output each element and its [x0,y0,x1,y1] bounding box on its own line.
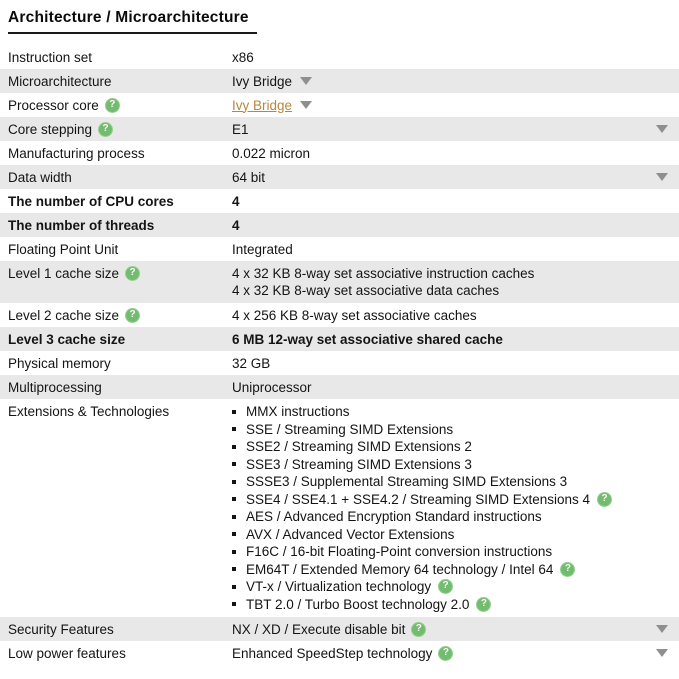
spec-label-text: Level 1 cache size [8,266,120,281]
spec-value-text: 4 [232,217,240,233]
spec-label-text: Physical memory [8,355,111,371]
spec-label [8,265,232,281]
help-icon[interactable]: ? [597,492,612,507]
spec-value [232,74,671,89]
extension-item-text: MMX instructions [246,404,350,419]
extension-item [232,473,612,491]
spec-value-text: 4 [232,193,240,209]
extension-item-text: TBT 2.0 / Turbo Boost technology 2.0 [246,596,470,612]
extension-item [232,561,612,579]
spec-value-text: 4 x 256 KB 8-way set associative caches [232,307,477,323]
spec-table [0,45,679,665]
extension-item-text: VT-x / Virtualization technology [246,579,432,594]
help-icon[interactable]: ? [560,562,575,577]
spec-value-text: 64 bit [232,169,266,185]
spec-label [8,218,232,233]
extension-item-text: SSE4 / SSE4.1 + SSE4.2 / Streaming SIMD Extensions 4 [246,491,591,507]
spec-value-line: 4 x 32 KB 8-way set associative data caches [232,283,500,298]
spec-row-physical-memory [0,351,679,375]
spec-value [232,265,671,299]
extension-item [232,508,612,526]
spec-label-text: Instruction set [8,49,93,65]
dropdown-arrow-icon[interactable] [300,77,312,85]
spec-label [8,332,232,347]
bullet-icon [232,462,236,466]
spec-label [8,98,232,113]
spec-label-text: Manufacturing process [8,145,145,161]
spec-value-line: 4 x 32 KB 8-way set associative instruction caches [232,266,535,281]
spec-label [8,74,232,89]
spec-row-instruction-set [0,45,679,69]
spec-value [232,308,671,323]
spec-value-text: 32 GB [232,355,271,371]
extension-item-text: SSE2 / Streaming SIMD Extensions 2 [246,439,472,454]
extension-item-text: AES / Advanced Encryption Standard instructions [246,509,542,524]
bullet-icon [232,427,236,431]
extension-item-text: SSE / Streaming SIMD Extensions [246,421,454,437]
spec-value-text: 6 MB 12-way set associative shared cache [232,331,503,347]
spec-label [8,622,232,637]
spec-label-text: Microarchitecture [8,73,112,89]
help-icon[interactable]: ? [476,597,491,612]
spec-value [232,403,671,613]
extension-item-text: EM64T / Extended Memory 64 technology / Intel 64 [246,561,554,577]
spec-value-text: NX / XD / Execute disable bit [232,621,406,637]
spec-value-lines [232,265,534,299]
dropdown-arrow-icon[interactable] [656,649,668,657]
spec-value [232,146,671,161]
extension-item [232,421,612,439]
spec-label-text: Processor core [8,97,99,113]
spec-label [8,170,232,185]
spec-value-text: Enhanced SpeedStep technology [232,645,433,661]
bullet-icon [232,445,236,449]
spec-label [8,194,232,209]
bullet-icon [232,410,236,414]
spec-row-threads [0,213,679,237]
bullet-icon [232,550,236,554]
spec-label [8,242,232,257]
spec-row-l2-cache [0,303,679,327]
extension-item-text: SSE3 / Streaming SIMD Extensions 3 [246,456,472,472]
extension-item [232,596,612,614]
spec-label-text: Data width [8,169,72,185]
spec-row-microarchitecture [0,69,679,93]
bullet-icon [232,480,236,484]
extension-item-text: AVX / Advanced Vector Extensions [246,526,455,542]
extension-item [232,438,612,456]
spec-label-text: The number of threads [8,217,155,233]
spec-label-text: Floating Point Unit [8,241,119,257]
spec-value-text: Uniprocessor [232,379,312,395]
spec-label-text: Multiprocessing [8,379,102,395]
bullet-icon [232,497,236,501]
spec-row-data-width [0,165,679,189]
spec-label [8,356,232,371]
spec-label-text: Level 2 cache size [8,307,120,323]
spec-value-text: x86 [232,49,254,65]
extension-item [232,578,612,596]
bullet-icon [232,602,236,606]
spec-label [8,646,232,661]
spec-label-text: Low power features [8,645,126,661]
extension-item [232,456,612,474]
extension-item [232,543,612,561]
spec-label [8,50,232,65]
spec-value-text: Integrated [232,241,293,257]
spec-label-text: Level 3 cache size [8,331,126,347]
spec-value [232,332,671,347]
spec-value-text: 0.022 micron [232,145,311,161]
spec-label-text: Core stepping [8,121,93,137]
bullet-icon [232,515,236,519]
spec-row-processor-core [0,93,679,117]
spec-row-manufacturing-process [0,141,679,165]
spec-row-multiprocessing [0,375,679,399]
help-icon[interactable]: ? [438,579,453,594]
dropdown-arrow-icon[interactable] [656,173,668,181]
spec-value-text: E1 [232,121,249,137]
help-icon[interactable]: ? [125,308,140,323]
spec-label [8,122,232,137]
extension-item [232,491,612,509]
dropdown-arrow-icon[interactable] [656,625,668,633]
spec-value [232,122,671,137]
extensions-list [232,403,612,613]
spec-row-extensions-technologies [0,399,679,617]
spec-row-l1-cache [0,261,679,303]
extension-item [232,403,612,421]
spec-row-floating-point-unit [0,237,679,261]
spec-label-text: Security Features [8,621,114,637]
extension-item [232,526,612,544]
help-icon[interactable]: ? [411,622,426,637]
spec-row-l3-cache [0,327,679,351]
spec-value [232,170,671,185]
processor-core-link[interactable]: Ivy Bridge [232,97,293,113]
spec-value [232,622,671,637]
spec-label [8,403,232,419]
spec-value [232,380,671,395]
extension-item-text: F16C / 16-bit Floating-Point conversion instructions [246,544,553,559]
spec-label [8,380,232,395]
bullet-icon [232,567,236,571]
spec-label-text: The number of CPU cores [8,193,174,209]
spec-value [232,356,671,371]
help-icon[interactable]: ? [98,122,113,137]
spec-label [8,308,232,323]
spec-label-text: Extensions & Technologies [8,404,170,419]
help-icon[interactable]: ? [438,646,453,661]
dropdown-arrow-icon[interactable] [300,101,312,109]
bullet-icon [232,585,236,589]
section-title: Architecture / Microarchitecture [8,9,257,34]
spec-value [232,50,671,65]
spec-row-core-stepping [0,117,679,141]
spec-value [232,242,671,257]
extension-item-text: SSSE3 / Supplemental Streaming SIMD Extensions 3 [246,474,568,489]
help-icon[interactable]: ? [105,98,120,113]
spec-value [232,646,671,661]
spec-row-security-features [0,617,679,641]
spec-value [232,218,671,233]
dropdown-arrow-icon[interactable] [656,125,668,133]
bullet-icon [232,532,236,536]
spec-value [232,98,671,113]
spec-row-low-power-features [0,641,679,665]
spec-label [8,146,232,161]
help-icon[interactable]: ? [125,266,140,281]
spec-value [232,194,671,209]
spec-value-text: Ivy Bridge [232,73,293,89]
spec-row-cpu-cores [0,189,679,213]
